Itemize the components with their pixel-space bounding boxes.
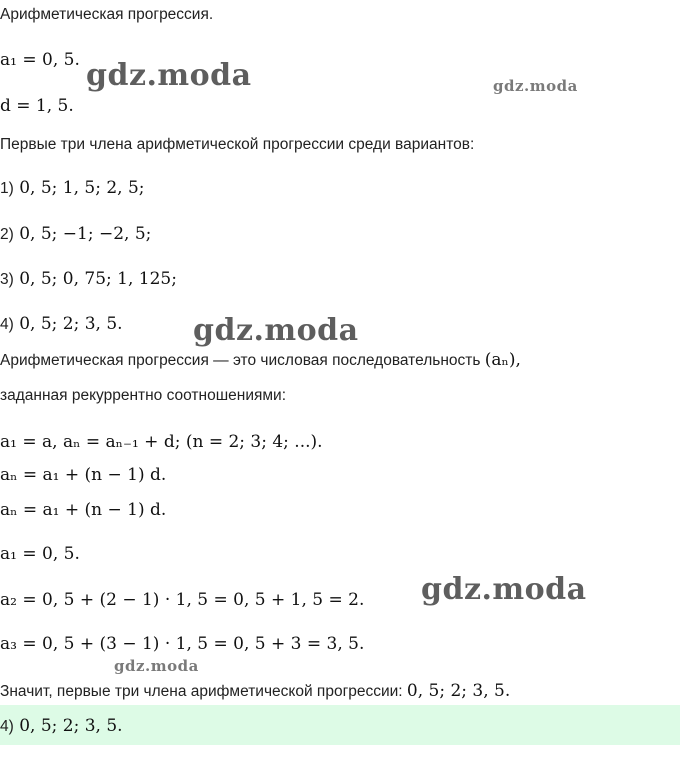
watermark: gdz.moda bbox=[114, 657, 199, 675]
conclusion-value: 0, 5; 2; 3, 5. bbox=[406, 681, 511, 701]
answer-highlight bbox=[0, 705, 680, 745]
option-2 bbox=[0, 224, 151, 244]
definition-sequence: (aₙ), bbox=[484, 350, 521, 370]
option-label: 1) bbox=[0, 180, 14, 197]
option-value: 0, 5; 2; 3, 5. bbox=[19, 314, 123, 334]
option-value: 0, 5; 0, 75; 1, 125; bbox=[19, 269, 177, 289]
watermark: gdz.moda bbox=[421, 572, 587, 607]
heading: Арифметическая прогрессия. bbox=[0, 6, 214, 23]
formula-general-1: aₙ = a₁ + (n − 1) d. bbox=[0, 465, 167, 485]
option-label: 2) bbox=[0, 226, 14, 243]
option-4 bbox=[0, 314, 123, 334]
formula-general-2: aₙ = a₁ + (n − 1) d. bbox=[0, 500, 167, 520]
watermark: gdz.moda bbox=[86, 58, 252, 93]
answer-label: 4) bbox=[0, 718, 14, 735]
definition-text: Арифметическая прогрессия — это числовая последовательность bbox=[0, 352, 481, 369]
calc-a3: a₃ = 0, 5 + (3 − 1) · 1, 5 = 0, 5 + 3 = 3, 5. bbox=[0, 634, 365, 654]
definition-line-1 bbox=[0, 350, 521, 370]
answer-value: 0, 5; 2; 3, 5. bbox=[19, 716, 123, 736]
option-value: 0, 5; 1, 5; 2, 5; bbox=[19, 178, 145, 198]
formula-recurrence: a₁ = a, aₙ = aₙ₋₁ + d; (n = 2; 3; 4; ...). bbox=[0, 432, 323, 452]
conclusion-text: Значит, первые три члена арифметической прогрессии: bbox=[0, 683, 403, 700]
option-3 bbox=[0, 269, 177, 289]
watermark: gdz.moda bbox=[493, 77, 578, 95]
watermark: gdz.moda bbox=[193, 313, 359, 348]
question: Первые три члена арифметической прогрессии среди вариантов: bbox=[0, 136, 475, 153]
given-a1: a₁ = 0, 5. bbox=[0, 50, 80, 70]
calc-a1: a₁ = 0, 5. bbox=[0, 544, 80, 564]
definition-line-2: заданная рекуррентно соотношениями: bbox=[0, 387, 287, 404]
option-label: 3) bbox=[0, 271, 14, 288]
option-value: 0, 5; −1; −2, 5; bbox=[19, 224, 152, 244]
given-d: d = 1, 5. bbox=[0, 96, 74, 116]
option-1 bbox=[0, 178, 145, 198]
answer bbox=[0, 716, 123, 736]
calc-a2: a₂ = 0, 5 + (2 − 1) · 1, 5 = 0, 5 + 1, 5 = 2. bbox=[0, 590, 365, 610]
conclusion bbox=[0, 681, 510, 701]
option-label: 4) bbox=[0, 316, 14, 333]
